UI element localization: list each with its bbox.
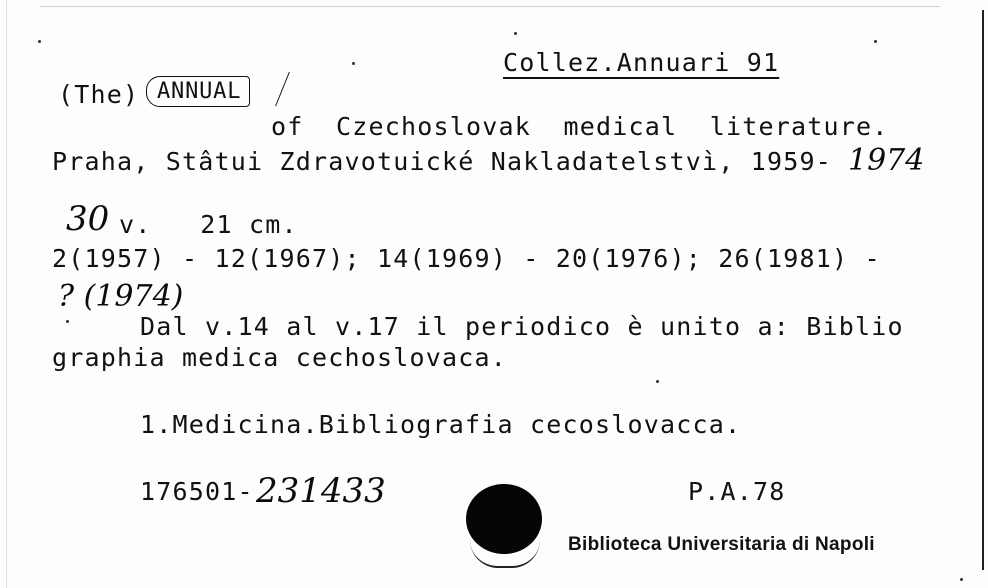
title-boxed-word: ANNUAL	[146, 76, 250, 107]
speck	[66, 320, 69, 323]
inventory-number: 176501-	[140, 477, 254, 506]
box-tail-mark	[257, 72, 290, 106]
imprint-year-handwritten: 1974	[848, 143, 925, 178]
volumes-handwritten: 30	[66, 199, 110, 239]
collection-label: Collez.Annuari 91	[503, 48, 780, 77]
holdings-note-handwritten: ? (1974)	[58, 279, 184, 314]
speck	[38, 40, 41, 43]
speck	[656, 380, 659, 383]
card-left-edge	[6, 0, 7, 588]
note-line-2: graphia medica cechoslovaca.	[52, 343, 508, 372]
volumes-size: v. 21 cm.	[119, 210, 298, 239]
card-right-edge	[982, 10, 984, 570]
imprint: Praha, Stâtui Zdravotuické Nakladatelstvì, 1959-	[52, 147, 833, 176]
speck	[874, 40, 877, 43]
card-top-edge	[40, 6, 940, 7]
shelfmark: P.A.78	[688, 477, 786, 506]
subject-heading: 1.Medicina.Bibliografia cecoslovacca.	[140, 410, 742, 439]
speck	[960, 578, 963, 581]
library-stamp-text: Biblioteca Universitaria di Napoli	[568, 534, 875, 555]
title-prefix: (The)	[58, 80, 140, 109]
holdings: 2(1957) - 12(1967); 14(1969) - 20(1976); 26(1981) -	[52, 244, 881, 273]
speck	[352, 62, 355, 65]
title-rest: of Czechoslovak medical literature.	[271, 112, 889, 141]
speck	[514, 32, 517, 35]
stamp-arc	[470, 540, 540, 568]
inventory-handwritten: 231433	[256, 471, 386, 511]
note-line-1: Dal v.14 al v.17 il periodico è unito a: Biblio	[140, 312, 904, 341]
